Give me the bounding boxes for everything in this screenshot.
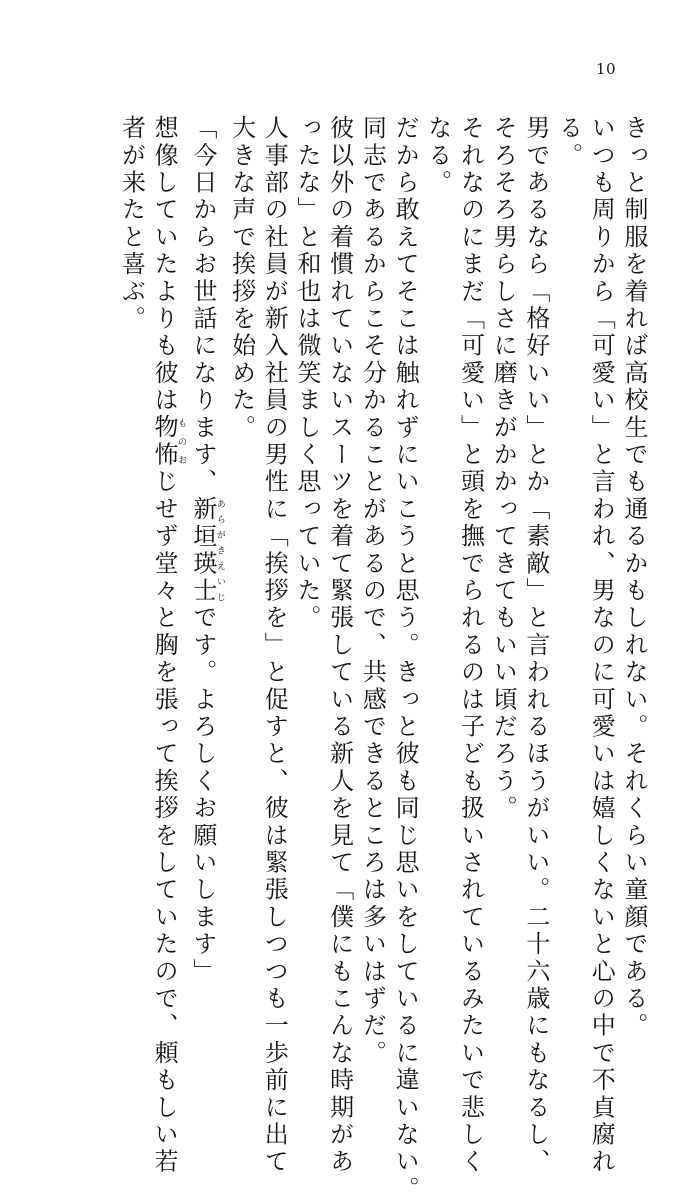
text-line: 者が来たと喜ぶ。 bbox=[117, 115, 146, 333]
ruby-reading: ものお bbox=[176, 414, 187, 469]
text-line: 男であるなら「格好いい」とか「素敵」と言われるほうがいい。二十六歳にもなるし、 bbox=[521, 115, 550, 1176]
text-line: 彼以外の着慣れていないスーツを着て緊張している新人を見て「僕にもこんな時期があ bbox=[325, 115, 354, 1176]
text-fragment: 「今日からお世話になります、 bbox=[188, 115, 217, 496]
text-line: いつも周りから「可愛い」と言われ、男なのに可愛いは嬉しくないと心の中で不貞腐れ bbox=[587, 115, 616, 1176]
text-line: それなのにまだ「可愛い」と頭を撫でられるのは子ども扱いされているみたいで悲しく bbox=[456, 115, 485, 1176]
text-line: 同志であるからこそ分かることがあるので、共感できるところは多いはずだ。 bbox=[358, 115, 387, 1067]
text-fragment: じせず堂々と胸を張って挨拶をしていたので、頼もしい若 bbox=[150, 468, 179, 1176]
ruby-base: 物怖 bbox=[150, 414, 179, 469]
ruby-annotation bbox=[150, 414, 187, 469]
text-line: なる。 bbox=[423, 115, 452, 197]
text-line: る。 bbox=[554, 115, 583, 170]
text-line-with-ruby bbox=[186, 115, 225, 986]
text-line: そろそろ男らしさに磨きがかかってきてもいい頃だろう。 bbox=[489, 115, 518, 823]
text-line: 大きな声で挨拶を始めた。 bbox=[227, 115, 256, 442]
text-line: ったな」と和也は微笑ましく思っていた。 bbox=[292, 115, 321, 632]
ruby-reading: あらがきえいじ bbox=[214, 495, 225, 605]
text-fragment: 想像していたよりも彼は bbox=[150, 115, 179, 415]
ruby-annotation bbox=[188, 495, 225, 605]
text-fragment: です。よろしくお願いします」 bbox=[188, 604, 217, 986]
text-line: 人事部の社員が新入社員の男性に「挨拶を」と促すと、彼は緊張しつつも一歩前に出て bbox=[260, 115, 289, 1176]
text-line: だから敢えてそこは触れずにいこうと思う。きっと彼も同じ思いをしているに違いない。 bbox=[391, 115, 420, 1203]
vertical-text-body bbox=[115, 115, 650, 1203]
page-number: 10 bbox=[596, 60, 617, 78]
text-line: きっと制服を着れば高校生でも通るかもしれない。それくらい童顔である。 bbox=[620, 115, 648, 1040]
ruby-base: 新垣瑛士 bbox=[188, 495, 217, 605]
text-line-with-ruby bbox=[147, 115, 187, 1176]
